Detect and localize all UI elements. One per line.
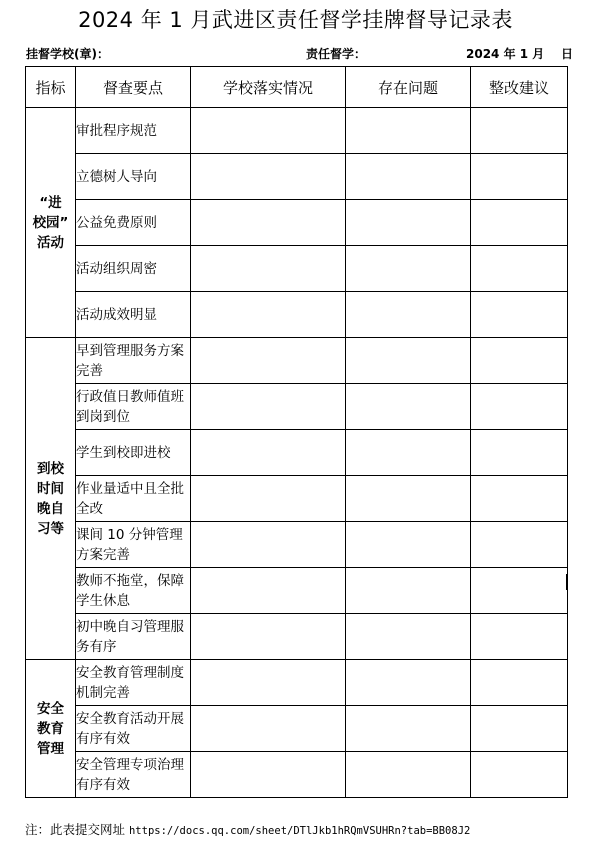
table-row: [26, 706, 568, 752]
implementation-cell[interactable]: [191, 522, 346, 568]
footnote-prefix: 注：此表提交网址: [25, 822, 129, 837]
implementation-cell[interactable]: [191, 614, 346, 660]
footnote: [25, 820, 470, 838]
table-row: [26, 568, 568, 614]
check-point-cell: 立德树人导向: [76, 154, 191, 200]
check-point-cell: 课间 10 分钟管理方案完善: [76, 522, 191, 568]
indicator-cell: “进 校园” 活动: [26, 108, 76, 338]
problems-cell[interactable]: [346, 292, 471, 338]
table-row: [26, 384, 568, 430]
check-point-cell: 安全管理专项治理有序有效: [76, 752, 191, 798]
suggestions-cell[interactable]: [471, 752, 568, 798]
check-point-cell: 安全教育活动开展有序有效: [76, 706, 191, 752]
table-row: [26, 108, 568, 154]
suggestions-cell[interactable]: [471, 200, 568, 246]
table-body: [26, 108, 568, 798]
implementation-cell[interactable]: [191, 384, 346, 430]
table-row: [26, 338, 568, 384]
table-row: [26, 752, 568, 798]
header-implementation: 学校落实情况: [191, 67, 346, 108]
check-point-cell: 初中晚自习管理服务有序: [76, 614, 191, 660]
check-point-cell: 安全教育管理制度机制完善: [76, 660, 191, 706]
suggestions-cell[interactable]: [471, 476, 568, 522]
suggestions-cell[interactable]: [471, 108, 568, 154]
implementation-cell[interactable]: [191, 154, 346, 200]
table-row: [26, 660, 568, 706]
implementation-cell[interactable]: [191, 476, 346, 522]
header-row: [26, 67, 568, 108]
suggestions-cell[interactable]: [471, 522, 568, 568]
check-point-cell: 作业量适中且全批全改: [76, 476, 191, 522]
suggestions-cell[interactable]: [471, 430, 568, 476]
implementation-cell[interactable]: [191, 292, 346, 338]
problems-cell[interactable]: [346, 752, 471, 798]
header-problems: 存在问题: [346, 67, 471, 108]
table-row: [26, 154, 568, 200]
check-point-cell: 学生到校即进校: [76, 430, 191, 476]
problems-cell[interactable]: [346, 476, 471, 522]
implementation-cell[interactable]: [191, 568, 346, 614]
suggestions-cell[interactable]: [471, 338, 568, 384]
problems-cell[interactable]: [346, 568, 471, 614]
page-title: 2024 年 1 月武进区责任督学挂牌督导记录表: [78, 8, 513, 32]
text-cursor: [566, 574, 567, 590]
problems-cell[interactable]: [346, 430, 471, 476]
problems-cell[interactable]: [346, 154, 471, 200]
problems-cell[interactable]: [346, 246, 471, 292]
date-label: 2024 年 1 月 日: [466, 47, 573, 61]
suggestions-cell[interactable]: [471, 614, 568, 660]
problems-cell[interactable]: [346, 660, 471, 706]
header-suggestions: 整改建议: [471, 67, 568, 108]
problems-cell[interactable]: [346, 614, 471, 660]
problems-cell[interactable]: [346, 384, 471, 430]
problems-cell[interactable]: [346, 522, 471, 568]
implementation-cell[interactable]: [191, 752, 346, 798]
table-row: [26, 522, 568, 568]
check-point-cell: 教师不拖堂，保障学生休息: [76, 568, 191, 614]
header-indicator: 指标: [26, 67, 76, 108]
problems-cell[interactable]: [346, 200, 471, 246]
check-point-cell: 行政值日教师值班到岗到位: [76, 384, 191, 430]
table-row: [26, 430, 568, 476]
implementation-cell[interactable]: [191, 108, 346, 154]
suggestions-cell[interactable]: [471, 568, 568, 614]
check-point-cell: 审批程序规范: [76, 108, 191, 154]
suggestions-cell[interactable]: [471, 154, 568, 200]
record-table: [25, 66, 568, 798]
suggestions-cell[interactable]: [471, 384, 568, 430]
problems-cell[interactable]: [346, 338, 471, 384]
check-point-cell: 公益免费原则: [76, 200, 191, 246]
implementation-cell[interactable]: [191, 338, 346, 384]
school-label: 挂督学校(章)：: [26, 47, 109, 61]
table-row: [26, 246, 568, 292]
check-point-cell: 活动成效明显: [76, 292, 191, 338]
implementation-cell[interactable]: [191, 200, 346, 246]
check-point-cell: 早到管理服务方案完善: [76, 338, 191, 384]
indicator-cell: 安全 教育 管理: [26, 660, 76, 798]
implementation-cell[interactable]: [191, 660, 346, 706]
suggestions-cell[interactable]: [471, 660, 568, 706]
implementation-cell[interactable]: [191, 706, 346, 752]
problems-cell[interactable]: [346, 108, 471, 154]
suggestions-cell[interactable]: [471, 292, 568, 338]
table-row: [26, 200, 568, 246]
implementation-cell[interactable]: [191, 246, 346, 292]
table-row: [26, 476, 568, 522]
indicator-cell: 到校 时间 晚自 习等: [26, 338, 76, 660]
footnote-url[interactable]: https://docs.qq.com/sheet/DTlJkb1hRQmVSUHRn?tab=BB08J2: [128, 825, 471, 837]
check-point-cell: 活动组织周密: [76, 246, 191, 292]
table-row: [26, 614, 568, 660]
suggestions-cell[interactable]: [471, 246, 568, 292]
table-row: [26, 292, 568, 338]
header-check-points: 督查要点: [76, 67, 191, 108]
problems-cell[interactable]: [346, 706, 471, 752]
implementation-cell[interactable]: [191, 430, 346, 476]
supervisor-label: 责任督学：: [306, 47, 367, 61]
suggestions-cell[interactable]: [471, 706, 568, 752]
